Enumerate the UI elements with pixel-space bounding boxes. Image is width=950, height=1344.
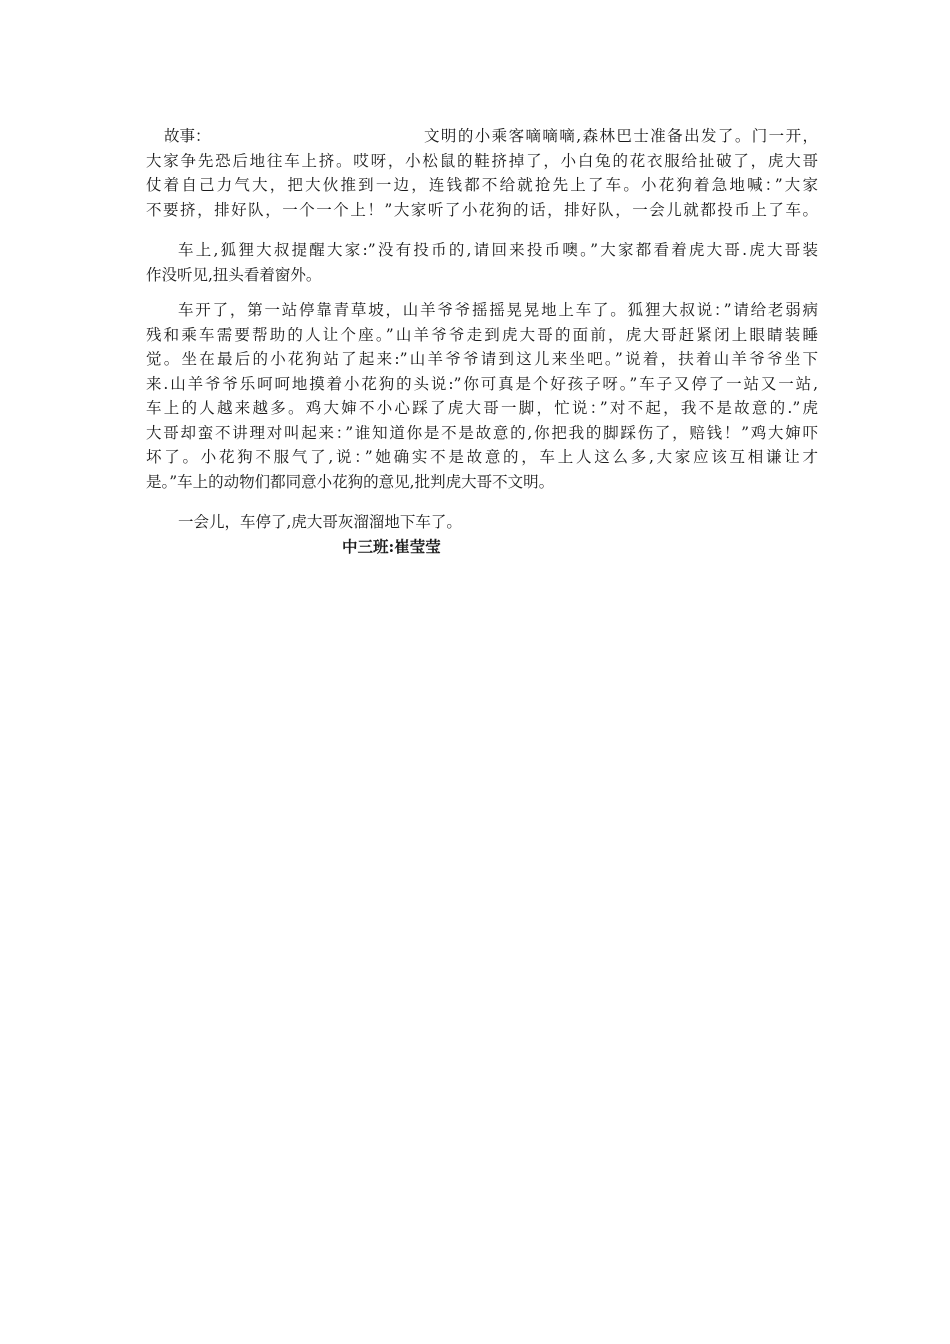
paragraph-line: 是。”车上的动物们都同意小花狗的意见,批判虎大哥不文明。 (146, 472, 555, 491)
paragraph-4 (146, 510, 818, 535)
paragraph-line: 不要挤，排好队，一个一个上！”大家听了小花狗的话，排好队，一会儿就都投币上了车。 (146, 200, 818, 219)
paragraph-line: 车上,狐狸大叔提醒大家:”没有投币的,请回来投币噢。”大家都看着虎大哥.虎大哥装 (178, 241, 818, 259)
paragraph-line: 来.山羊爷爷乐呵呵地摸着小花狗的头说:”你可真是个好孩子呀。”车子又停了一站又一站, (146, 374, 818, 393)
paragraph-line: 觉。坐在最后的小花狗站了起来:”山羊爷爷请到这儿来坐吧。”说着，扶着山羊爷爷坐下 (146, 350, 818, 368)
author-signature: 中三班:崔莹莹 (342, 537, 441, 556)
paragraph-1 (146, 124, 818, 222)
paragraph-line: 车上的人越来越多。鸡大婶不小心踩了虎大哥一脚，忙说：”对不起，我不是故意的.”虎 (146, 399, 818, 417)
paragraph-line: 作没听见,扭头看着窗外。 (146, 265, 322, 284)
paragraph-line: 残和乘车需要帮助的人让个座。”山羊爷爷走到虎大哥的面前，虎大哥赶紧闭上眼睛装睡 (146, 325, 818, 344)
paragraph-line: 坏了。小花狗不服气了,说：”她确实不是故意的，车上人这么多,大家应该互相谦让才 (146, 448, 818, 466)
paragraph-line: 一会儿，车停了,虎大哥灰溜溜地下车了。 (178, 513, 462, 531)
paragraph-line: 车开了，第一站停靠青草坡，山羊爷爷摇摇晃晃地上车了。狐狸大叔说：”请给老弱病 (178, 301, 818, 319)
paragraph-line: 大哥却蛮不讲理对叫起来：”谁知道你是不是故意的,你把我的脚踩伤了，赔钱！”鸡大婶吓 (146, 423, 818, 442)
story-label: 故事： (164, 127, 211, 145)
paragraph-line: 文明的小乘客嘀嘀嘀,森林巴士准备出发了。门一开， (424, 127, 818, 145)
paragraph-line: 仗着自己力气大，把大伙推到一边，连钱都不给就抢先上了车。小花狗着急地喊：”大家 (146, 176, 818, 194)
paragraph-3 (146, 298, 818, 494)
paragraph-1-line-1 (146, 124, 818, 149)
paragraph-2 (146, 238, 818, 287)
paragraph-line: 大家争先恐后地往车上挤。哎呀，小松鼠的鞋挤掉了，小白兔的花衣服给扯破了，虎大哥 (146, 151, 818, 170)
